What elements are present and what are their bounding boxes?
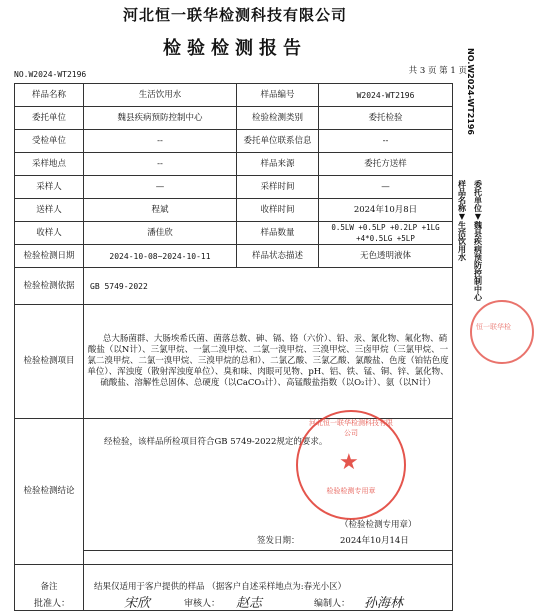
side-report-number: NO.W2024-WT2196 [466,48,475,135]
value-sender: 程斌 [84,199,237,222]
value-recv-unit: -- [84,130,237,153]
editor-signature: 孙海林 [364,596,404,611]
report-table [14,83,453,611]
row-test-date [15,245,453,268]
side-label-client-text: 委托单位▼魏县疾病预防控制中心 [473,180,483,301]
row-sender [15,199,453,222]
value-conclusion: 经检验，该样品所检项目符合GB 5749-2022规定的要求。 [84,419,453,551]
label-sender: 送样人 [15,199,84,222]
label-items: 检验检测项目 [15,305,84,419]
label-recv-unit: 受检单位 [15,130,84,153]
label-sample-no: 样品编号 [237,84,319,107]
side-stamp-text: 恒一联华检 [476,323,511,331]
row-receiver [15,222,453,245]
sign-date: 2024年10月14日 [340,536,409,546]
reviewer-label: 审核人： [184,599,221,609]
value-basis: GB 5749-2022 [84,268,453,305]
label-client-contact: 委托单位联系信息 [237,130,319,153]
side-label-sample-text: 样品名称▼生活饮用水 [457,180,467,261]
company-name: 河北恒一联华检测科技有限公司 [122,6,347,24]
value-test-date: 2024-10-08~2024-10-11 [84,245,237,268]
sign-date-cell [84,551,453,565]
seal-arc-text: 河北恒一联华检测科技有限公司 [309,419,393,437]
label-basis: 检验检测依据 [15,268,84,305]
value-client: 魏县疾病预防控制中心 [84,107,237,130]
value-sampler: — [84,176,237,199]
label-receiver: 收样人 [15,222,84,245]
seal-note: （检验检测专用章） [340,520,417,530]
side-stamp [470,300,534,364]
value-site: -- [84,153,237,176]
label-conclusion: 检验检测结论 [15,419,84,565]
label-test-date: 检验检测日期 [15,245,84,268]
side-label-client [472,180,484,304]
report-title: 检验检测报告 [163,38,307,59]
label-sample-name: 样品名称 [15,84,84,107]
report-number: NO.W2024-WT2196 [14,70,87,79]
label-receive-time: 收样时间 [237,199,319,222]
value-source: 委托方送样 [319,153,453,176]
value-items: 总大肠菌群、大肠埃希氏菌、菌落总数、砷、镉、铬（六价）、铅、汞、氰化物、氟化物、硝酸盐（以N计）、三氯甲烷、一氯二溴甲烷、二氯一溴甲烷、三溴甲烷、三卤甲烷（三氯甲烷、一氯二溴甲烷、二氯一溴甲烷、三溴甲烷的总和）、二氯乙酸、三氯乙酸、氯酸盐、色度（铂钴色度单位）、浑浊度（散射浑浊度单位）、臭和味、肉眼可见物、pH、铝、铁、锰、铜、锌、氯化物、硫酸盐、溶解性总固体、总硬度（以CaCO₃计）、高锰酸盐指数（以O₂计）、氨（以N计） [84,305,453,419]
sign-date-label: 签发日期： [257,536,300,546]
value-sample-no: W2024-WT2196 [319,84,453,107]
label-source: 样品来源 [237,153,319,176]
approver-label: 批准人： [34,599,71,609]
value-sample-time: — [319,176,453,199]
seal-star-icon: ★ [339,450,359,475]
reviewer-signature: 赵志 [236,596,263,611]
value-receive-time: 2024年10月8日 [319,199,453,222]
label-state: 样品状态描述 [237,245,319,268]
page-info: 共 3 页 第 1 页 [408,66,467,76]
value-remark: 结果仅适用于客户提供的样品 （据客户自述采样地点为:春光小区） [84,565,453,611]
value-test-type: 委托检验 [319,107,453,130]
value-receiver: 潘佳欣 [84,222,237,245]
approver-signature: 宋欣 [124,596,151,611]
label-client: 委托单位 [15,107,84,130]
label-sample-time: 采样时间 [237,176,319,199]
label-remark: 备注 [15,565,84,611]
row-basis [15,268,453,305]
seal-bottom-text: 检验检测专用章 [326,487,376,495]
value-state: 无色透明液体 [319,245,453,268]
side-label-sample [456,180,468,264]
row-sampler [15,176,453,199]
row-items [15,305,453,419]
row-site [15,153,453,176]
row-client [15,107,453,130]
label-site: 采样地点 [15,153,84,176]
label-quantity: 样品数量 [237,222,319,245]
label-sampler: 采样人 [15,176,84,199]
value-quantity: 0.5LW +0.5LP +0.2LP +1LG +4*0.5LG +5LP [319,222,453,245]
inspection-seal [296,410,406,520]
editor-label: 编制人： [314,599,351,609]
row-sample-name [15,84,453,107]
value-client-contact: -- [319,130,453,153]
value-sample-name: 生活饮用水 [84,84,237,107]
row-recv-unit [15,130,453,153]
label-test-type: 检验检测类别 [237,107,319,130]
